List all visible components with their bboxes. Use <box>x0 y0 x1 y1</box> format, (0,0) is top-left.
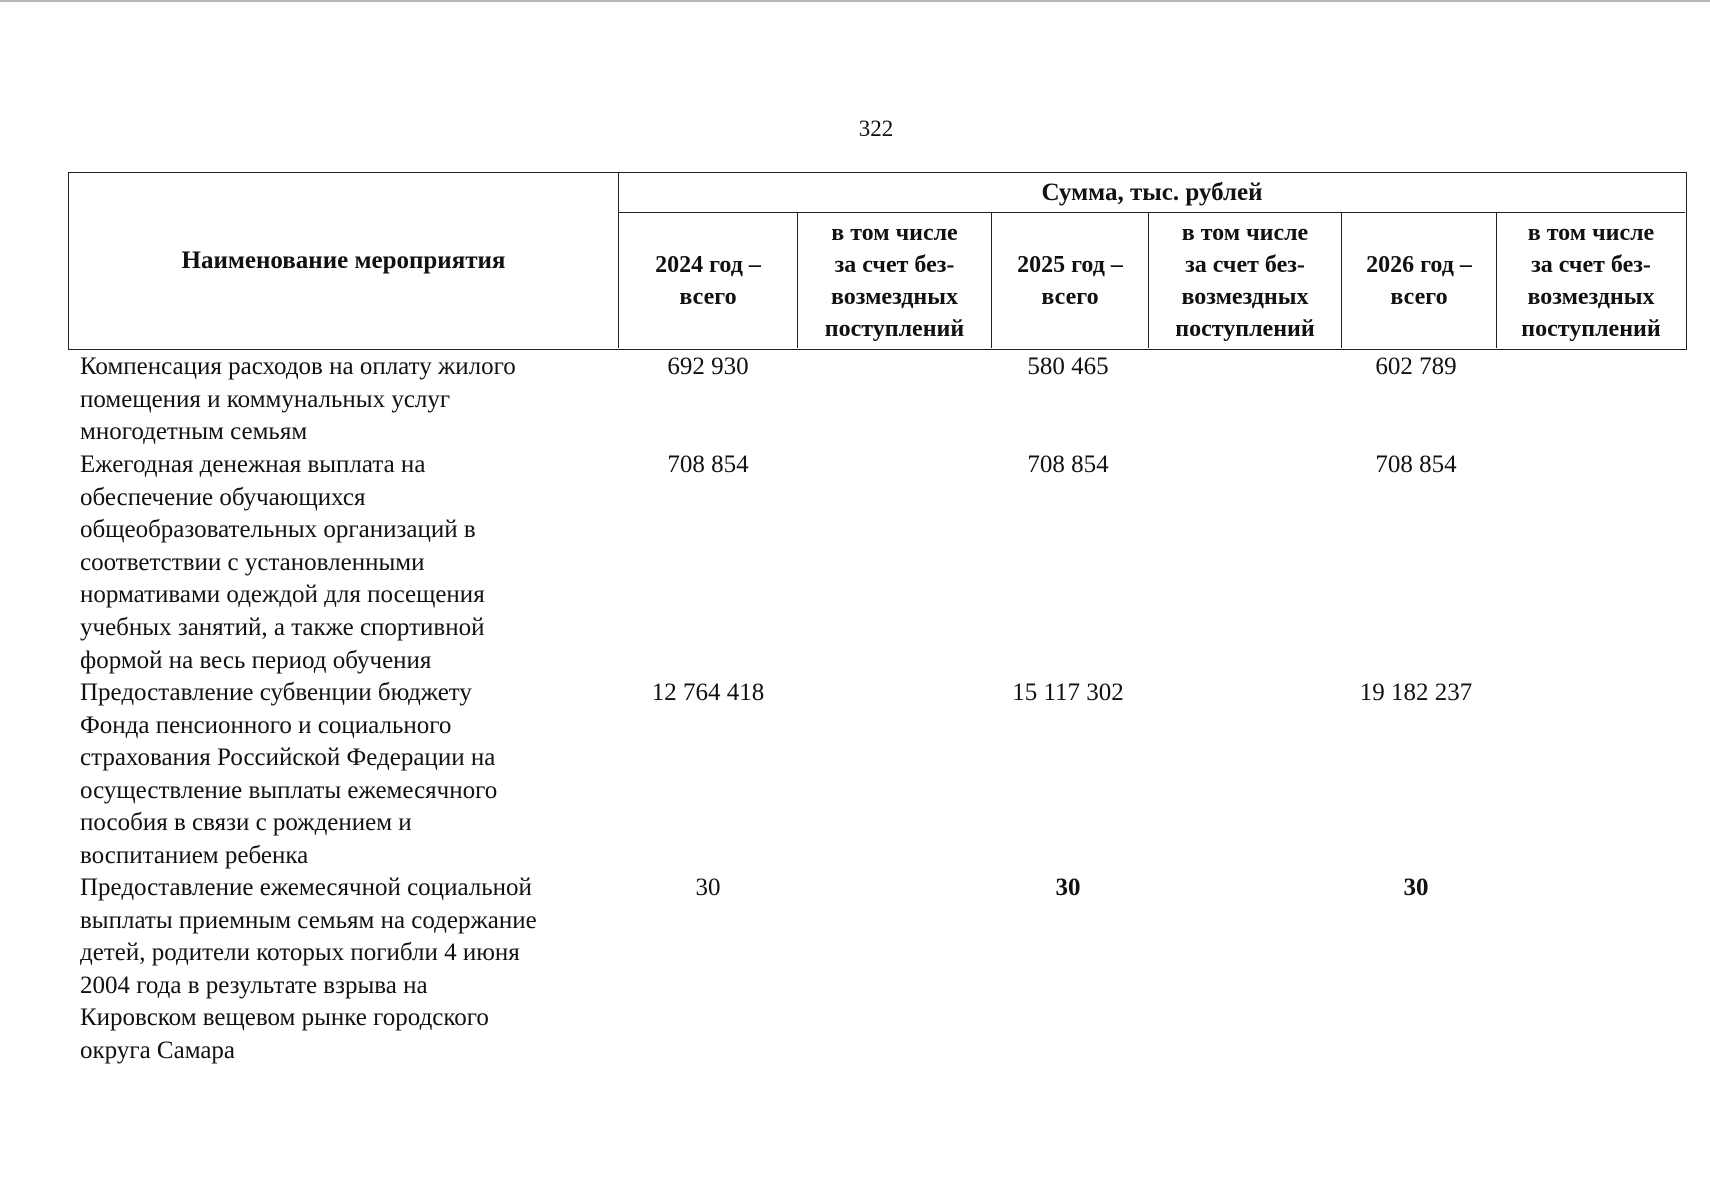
value-2024: 708 854 <box>667 451 749 478</box>
header-2025-grants <box>1149 213 1342 348</box>
row-name-line: Фонда пенсионного и социального <box>80 711 452 739</box>
header-line: 2024 год – <box>655 251 761 278</box>
row-name-line: общеобразовательных организаций в <box>80 516 476 544</box>
header-line: всего <box>1390 283 1448 310</box>
header-2026-grants <box>1497 213 1685 348</box>
row-name-line: 2004 года в результате взрыва на <box>80 971 428 999</box>
header-line: в том числе <box>1181 219 1309 246</box>
header-line: возмездных <box>1181 283 1309 310</box>
value-2025: 30 <box>1055 874 1081 901</box>
value-2026: 708 854 <box>1375 451 1457 478</box>
header-line: 2026 год – <box>1366 251 1472 278</box>
header-line: в том числе <box>1527 219 1655 246</box>
row-name-line: помещения и коммунальных услуг <box>80 385 451 413</box>
header-2025-total <box>992 213 1149 348</box>
header-line: за счет без- <box>834 251 955 278</box>
header-2024-total <box>619 213 798 348</box>
value-2026: 30 <box>1403 874 1429 901</box>
header-line: поступлений <box>1521 315 1661 342</box>
page-number: 322 <box>858 116 894 141</box>
row-name-line: Предоставление субвенции бюджету <box>80 679 472 706</box>
row-name <box>80 449 620 677</box>
value-2024: 692 930 <box>667 353 749 380</box>
header-line: поступлений <box>824 315 965 342</box>
row-name <box>80 872 620 1068</box>
row-name <box>80 351 620 449</box>
header-2026-total <box>1342 213 1497 348</box>
value-2025: 708 854 <box>1027 451 1109 478</box>
row-name-line: страхования Российской Федерации на <box>80 744 496 772</box>
row-name-line: многодетным семьям <box>80 418 308 446</box>
header-line: всего <box>679 283 737 310</box>
row-name-line: детей, родители которых погибли 4 июня <box>80 939 520 967</box>
row-name-line: Ежегодная денежная выплата на <box>80 451 426 478</box>
row-name-line: воспитанием ребенка <box>80 841 309 869</box>
table-header <box>68 172 1687 350</box>
value-2026: 602 789 <box>1375 353 1457 380</box>
row-name-line: осуществление выплаты ежемесячного <box>80 776 498 804</box>
header-line: 2025 год – <box>1017 251 1123 278</box>
header-line: в том числе <box>831 219 958 246</box>
value-2024: 12 764 418 <box>651 679 765 706</box>
header-line: за счет без- <box>1185 251 1305 278</box>
row-name-line: Предоставление ежемесячной социальной <box>80 874 532 901</box>
header-line: возмездных <box>1527 283 1655 310</box>
header-line: возмездных <box>830 283 958 310</box>
row-name-line: Кировском вещевом рынке городского <box>80 1004 489 1032</box>
value-2024: 30 <box>695 874 721 901</box>
header-sum-title: Сумма, тыс. рублей <box>619 173 1685 213</box>
header-line: за счет без- <box>1531 251 1651 278</box>
header-name-cell: Наименование мероприятия <box>69 173 619 348</box>
row-name-line: учебных занятий, а также спортивной <box>80 613 485 641</box>
row-name-line: Компенсация расходов на оплату жилого <box>80 353 516 380</box>
value-2025: 580 465 <box>1027 353 1109 380</box>
row-name-line: формой на весь период обучения <box>80 646 432 674</box>
value-2025: 15 117 302 <box>1012 679 1124 706</box>
row-name-line: пособия в связи с рождением и <box>80 809 412 837</box>
scan-edge <box>0 0 1710 2</box>
value-2026: 19 182 237 <box>1359 679 1473 706</box>
row-name-line: округа Самара <box>80 1036 236 1064</box>
header-2024-grants <box>798 213 992 348</box>
row-name-line: обеспечение обучающихся <box>80 483 366 511</box>
row-name-line: выплаты приемным семьям на содержание <box>80 906 537 934</box>
row-name <box>80 677 620 873</box>
row-name-line: нормативами одеждой для посещения <box>80 581 485 609</box>
header-line: всего <box>1041 283 1099 310</box>
header-line: поступлений <box>1175 315 1315 342</box>
row-name-line: соответствии с установленными <box>80 548 425 576</box>
